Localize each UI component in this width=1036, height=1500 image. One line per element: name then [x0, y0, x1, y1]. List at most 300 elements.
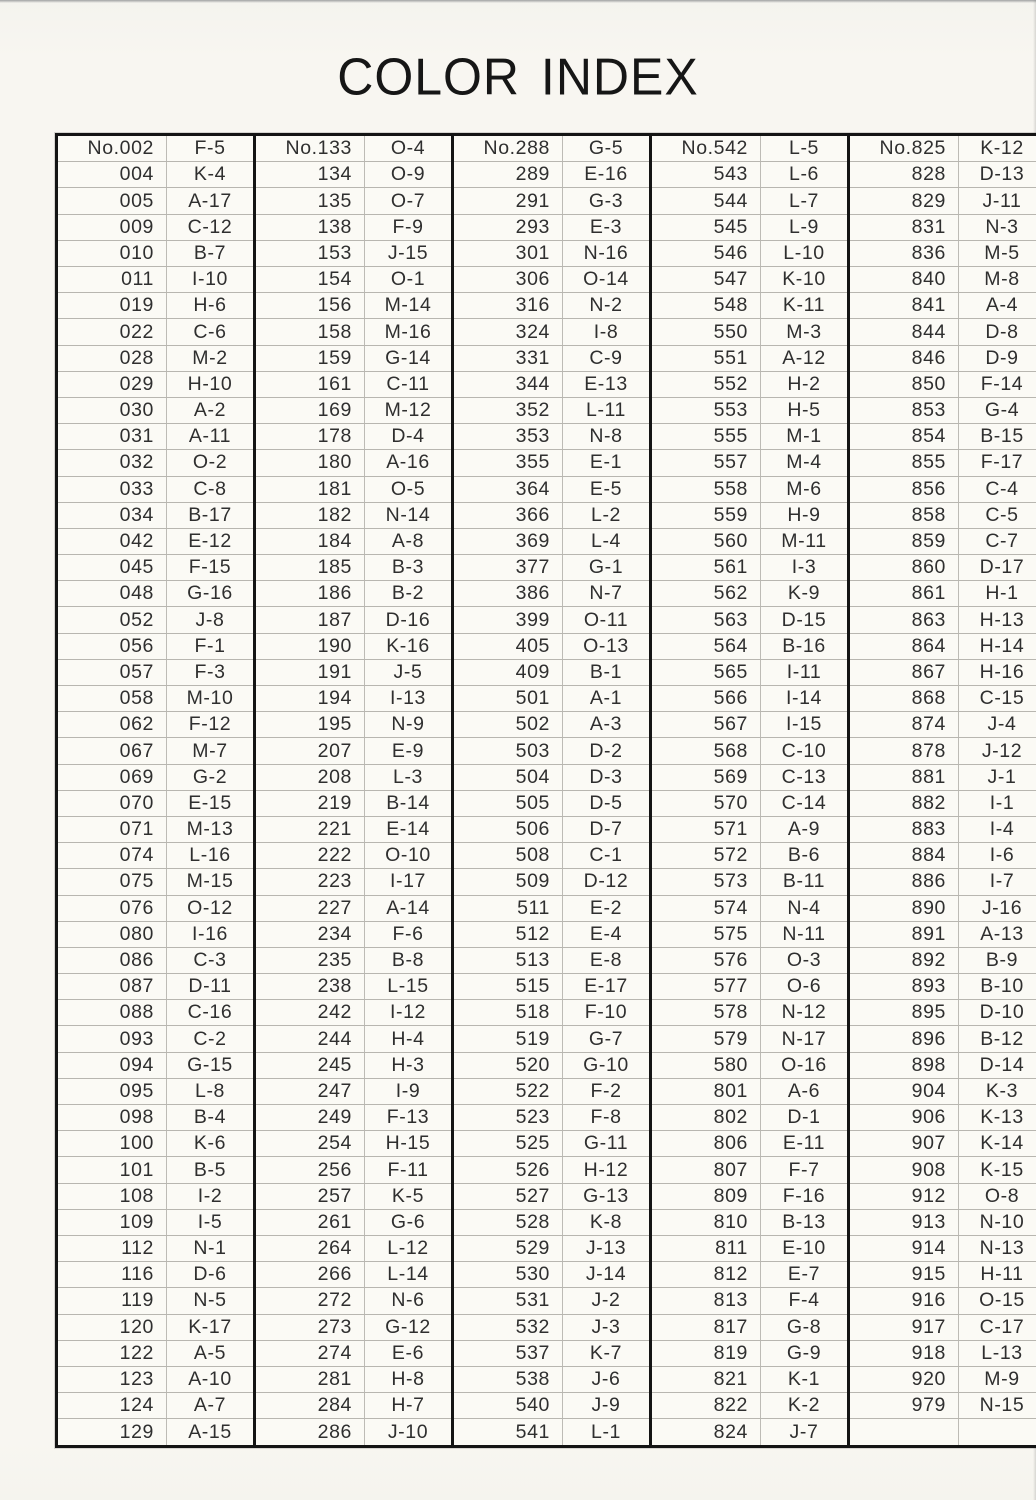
- grid-code-cell: D-15: [761, 607, 849, 633]
- grid-code-cell: A-10: [167, 1366, 255, 1392]
- grid-code-cell: O-6: [761, 974, 849, 1000]
- grid-code-cell: H-10: [167, 371, 255, 397]
- color-number-cell: 135: [255, 188, 365, 214]
- color-number-cell: 195: [255, 712, 365, 738]
- grid-code-cell: K-1: [761, 1366, 849, 1392]
- grid-code-cell: G-1: [563, 555, 651, 581]
- color-number-cell: 526: [453, 1157, 563, 1183]
- grid-code-cell: L-6: [761, 162, 849, 188]
- grid-code-cell: C-10: [761, 738, 849, 764]
- grid-code-cell: E-6: [365, 1340, 453, 1366]
- color-number-cell: 573: [651, 869, 761, 895]
- grid-code-cell: F-13: [365, 1105, 453, 1131]
- color-number-cell: 807: [651, 1157, 761, 1183]
- color-number-cell: 076: [57, 895, 167, 921]
- color-number-cell: 513: [453, 947, 563, 973]
- color-number-cell: 191: [255, 659, 365, 685]
- grid-code-cell: J-14: [563, 1262, 651, 1288]
- grid-code-cell: D-3: [563, 764, 651, 790]
- table-row: [57, 1131, 1036, 1157]
- grid-code-cell: E-14: [365, 816, 453, 842]
- grid-code-cell: L-14: [365, 1262, 453, 1288]
- color-number-cell: 831: [849, 214, 959, 240]
- color-number-cell: 579: [651, 1026, 761, 1052]
- color-number-cell: 557: [651, 450, 761, 476]
- grid-code-cell: H-14: [959, 633, 1036, 659]
- grid-code-cell: G-13: [563, 1183, 651, 1209]
- color-number-cell: 543: [651, 162, 761, 188]
- grid-code-cell: I-4: [959, 816, 1036, 842]
- color-number-cell: 569: [651, 764, 761, 790]
- color-number-cell: 057: [57, 659, 167, 685]
- color-number-cell: 169: [255, 397, 365, 423]
- color-number-cell: 058: [57, 686, 167, 712]
- grid-code-cell: O-4: [365, 135, 453, 162]
- color-number-cell: 316: [453, 293, 563, 319]
- table-row: [57, 1314, 1036, 1340]
- color-number-cell: 194: [255, 686, 365, 712]
- grid-code-cell: M-12: [365, 397, 453, 423]
- grid-code-cell: N-3: [959, 214, 1036, 240]
- color-number-cell: 829: [849, 188, 959, 214]
- color-number-cell: 836: [849, 240, 959, 266]
- color-number-cell: 031: [57, 424, 167, 450]
- grid-code-cell: H-9: [761, 502, 849, 528]
- grid-code-cell: M-16: [365, 319, 453, 345]
- grid-code-cell: F-16: [761, 1183, 849, 1209]
- color-number-cell: 052: [57, 607, 167, 633]
- grid-code-cell: K-16: [365, 633, 453, 659]
- table-row: [57, 188, 1036, 214]
- color-number-cell: 867: [849, 659, 959, 685]
- color-number-cell: 009: [57, 214, 167, 240]
- color-number-cell: 813: [651, 1288, 761, 1314]
- table-row: [57, 1366, 1036, 1392]
- grid-code-cell: E-11: [761, 1131, 849, 1157]
- grid-code-cell: H-4: [365, 1026, 453, 1052]
- color-number-cell: 896: [849, 1026, 959, 1052]
- color-number-cell: 293: [453, 214, 563, 240]
- table-row: [57, 214, 1036, 240]
- color-number-cell: 824: [651, 1419, 761, 1447]
- table-row: [57, 267, 1036, 293]
- color-number-cell: 809: [651, 1183, 761, 1209]
- grid-code-cell: E-2: [563, 895, 651, 921]
- grid-code-cell: A-1: [563, 686, 651, 712]
- grid-code-cell: B-2: [365, 581, 453, 607]
- grid-code-cell: H-2: [761, 371, 849, 397]
- color-number-cell: 129: [57, 1419, 167, 1447]
- color-number-cell: 881: [849, 764, 959, 790]
- color-number-cell: 572: [651, 843, 761, 869]
- grid-code-cell: I-5: [167, 1209, 255, 1235]
- grid-code-cell: A-9: [761, 816, 849, 842]
- grid-code-cell: E-1: [563, 450, 651, 476]
- grid-code-cell: J-11: [959, 188, 1036, 214]
- grid-code-cell: N-9: [365, 712, 453, 738]
- table-row: [57, 659, 1036, 685]
- grid-code-cell: M-1: [761, 424, 849, 450]
- table-row: [57, 712, 1036, 738]
- grid-code-cell: K-8: [563, 1209, 651, 1235]
- color-number-cell: 138: [255, 214, 365, 240]
- grid-code-cell: G-9: [761, 1340, 849, 1366]
- table-row: [57, 869, 1036, 895]
- grid-code-cell: F-15: [167, 555, 255, 581]
- color-number-cell: 245: [255, 1052, 365, 1078]
- grid-code-cell: [959, 1419, 1036, 1447]
- grid-code-cell: O-12: [167, 895, 255, 921]
- color-number-cell: 074: [57, 843, 167, 869]
- color-number-cell: 853: [849, 397, 959, 423]
- color-number-cell: 208: [255, 764, 365, 790]
- grid-code-cell: C-7: [959, 528, 1036, 554]
- color-number-cell: 182: [255, 502, 365, 528]
- grid-code-cell: M-5: [959, 240, 1036, 266]
- color-number-cell: 810: [651, 1209, 761, 1235]
- grid-code-cell: K-12: [959, 135, 1036, 162]
- grid-code-cell: J-4: [959, 712, 1036, 738]
- grid-code-cell: H-7: [365, 1393, 453, 1419]
- color-number-cell: 067: [57, 738, 167, 764]
- grid-code-cell: L-5: [761, 135, 849, 162]
- table-row: [57, 686, 1036, 712]
- grid-code-cell: D-12: [563, 869, 651, 895]
- color-number-cell: 892: [849, 947, 959, 973]
- grid-code-cell: C-4: [959, 476, 1036, 502]
- color-number-cell: 505: [453, 790, 563, 816]
- color-number-cell: 247: [255, 1078, 365, 1104]
- color-number-cell: 846: [849, 345, 959, 371]
- color-number-cell: 914: [849, 1235, 959, 1261]
- grid-code-cell: N-1: [167, 1235, 255, 1261]
- grid-code-cell: N-8: [563, 424, 651, 450]
- grid-code-cell: H-13: [959, 607, 1036, 633]
- grid-code-cell: B-17: [167, 502, 255, 528]
- color-number-cell: 527: [453, 1183, 563, 1209]
- grid-code-cell: A-6: [761, 1078, 849, 1104]
- grid-code-cell: D-5: [563, 790, 651, 816]
- color-number-cell: 828: [849, 162, 959, 188]
- table-row: [57, 293, 1036, 319]
- color-number-cell: No.288: [453, 135, 563, 162]
- grid-code-cell: K-13: [959, 1105, 1036, 1131]
- color-number-cell: 207: [255, 738, 365, 764]
- color-number-cell: 086: [57, 947, 167, 973]
- color-number-cell: 062: [57, 712, 167, 738]
- grid-code-cell: N-4: [761, 895, 849, 921]
- grid-code-cell: N-13: [959, 1235, 1036, 1261]
- grid-code-cell: F-12: [167, 712, 255, 738]
- grid-code-cell: H-12: [563, 1157, 651, 1183]
- color-index-table: [55, 133, 1036, 1448]
- table-row: [57, 974, 1036, 1000]
- grid-code-cell: H-11: [959, 1262, 1036, 1288]
- color-number-cell: 306: [453, 267, 563, 293]
- color-number-cell: 558: [651, 476, 761, 502]
- color-number-cell: 235: [255, 947, 365, 973]
- grid-code-cell: O-14: [563, 267, 651, 293]
- grid-code-cell: J-2: [563, 1288, 651, 1314]
- color-number-cell: No.825: [849, 135, 959, 162]
- grid-code-cell: C-13: [761, 764, 849, 790]
- grid-code-cell: M-3: [761, 319, 849, 345]
- grid-code-cell: N-7: [563, 581, 651, 607]
- color-number-cell: 101: [57, 1157, 167, 1183]
- color-number-cell: 555: [651, 424, 761, 450]
- color-number-cell: 895: [849, 1000, 959, 1026]
- color-number-cell: 518: [453, 1000, 563, 1026]
- color-number-cell: 563: [651, 607, 761, 633]
- grid-code-cell: F-8: [563, 1105, 651, 1131]
- table-row: [57, 764, 1036, 790]
- color-number-cell: 860: [849, 555, 959, 581]
- grid-code-cell: I-6: [959, 843, 1036, 869]
- table-row: [57, 1288, 1036, 1314]
- color-number-cell: 244: [255, 1026, 365, 1052]
- color-number-cell: 806: [651, 1131, 761, 1157]
- grid-code-cell: K-17: [167, 1314, 255, 1340]
- grid-code-cell: A-4: [959, 293, 1036, 319]
- color-number-cell: 254: [255, 1131, 365, 1157]
- table-row: [57, 1262, 1036, 1288]
- grid-code-cell: L-4: [563, 528, 651, 554]
- color-number-cell: 512: [453, 921, 563, 947]
- color-number-cell: 548: [651, 293, 761, 319]
- color-number-cell: 501: [453, 686, 563, 712]
- color-number-cell: 575: [651, 921, 761, 947]
- color-number-cell: 506: [453, 816, 563, 842]
- grid-code-cell: K-6: [167, 1131, 255, 1157]
- grid-code-cell: A-7: [167, 1393, 255, 1419]
- color-number-cell: 878: [849, 738, 959, 764]
- color-number-cell: 033: [57, 476, 167, 502]
- grid-code-cell: O-9: [365, 162, 453, 188]
- color-number-cell: 331: [453, 345, 563, 371]
- color-number-cell: 552: [651, 371, 761, 397]
- color-number-cell: 540: [453, 1393, 563, 1419]
- color-number-cell: 906: [849, 1105, 959, 1131]
- color-number-cell: 187: [255, 607, 365, 633]
- grid-code-cell: D-4: [365, 424, 453, 450]
- color-number-cell: 377: [453, 555, 563, 581]
- color-number-cell: 890: [849, 895, 959, 921]
- color-number-cell: 134: [255, 162, 365, 188]
- grid-code-cell: D-16: [365, 607, 453, 633]
- grid-code-cell: M-15: [167, 869, 255, 895]
- grid-code-cell: O-13: [563, 633, 651, 659]
- grid-code-cell: I-15: [761, 712, 849, 738]
- grid-code-cell: B-9: [959, 947, 1036, 973]
- grid-code-cell: I-16: [167, 921, 255, 947]
- grid-code-cell: N-12: [761, 1000, 849, 1026]
- grid-code-cell: L-2: [563, 502, 651, 528]
- color-number-cell: 504: [453, 764, 563, 790]
- grid-code-cell: H-15: [365, 1131, 453, 1157]
- color-number-cell: 811: [651, 1235, 761, 1261]
- grid-code-cell: G-2: [167, 764, 255, 790]
- color-number-cell: 219: [255, 790, 365, 816]
- grid-code-cell: E-7: [761, 1262, 849, 1288]
- color-number-cell: 264: [255, 1235, 365, 1261]
- color-number-cell: 916: [849, 1288, 959, 1314]
- grid-code-cell: F-1: [167, 633, 255, 659]
- grid-code-cell: M-4: [761, 450, 849, 476]
- color-number-cell: 841: [849, 293, 959, 319]
- grid-code-cell: C-5: [959, 502, 1036, 528]
- color-number-cell: 574: [651, 895, 761, 921]
- color-number-cell: 812: [651, 1262, 761, 1288]
- grid-code-cell: K-10: [761, 267, 849, 293]
- color-number-cell: 519: [453, 1026, 563, 1052]
- color-number-cell: 509: [453, 869, 563, 895]
- grid-code-cell: I-17: [365, 869, 453, 895]
- grid-code-cell: B-8: [365, 947, 453, 973]
- color-number-cell: 850: [849, 371, 959, 397]
- grid-code-cell: M-8: [959, 267, 1036, 293]
- grid-code-cell: D-6: [167, 1262, 255, 1288]
- color-number-cell: 124: [57, 1393, 167, 1419]
- grid-code-cell: H-5: [761, 397, 849, 423]
- color-number-cell: 864: [849, 633, 959, 659]
- color-number-cell: 234: [255, 921, 365, 947]
- color-number-cell: 868: [849, 686, 959, 712]
- color-number-cell: 069: [57, 764, 167, 790]
- grid-code-cell: F-2: [563, 1078, 651, 1104]
- color-number-cell: 566: [651, 686, 761, 712]
- color-number-cell: 578: [651, 1000, 761, 1026]
- grid-code-cell: B-15: [959, 424, 1036, 450]
- grid-code-cell: N-10: [959, 1209, 1036, 1235]
- color-number-cell: 156: [255, 293, 365, 319]
- grid-code-cell: M-2: [167, 345, 255, 371]
- grid-code-cell: B-5: [167, 1157, 255, 1183]
- grid-code-cell: A-13: [959, 921, 1036, 947]
- color-number-cell: 190: [255, 633, 365, 659]
- grid-code-cell: K-11: [761, 293, 849, 319]
- grid-code-cell: F-11: [365, 1157, 453, 1183]
- grid-code-cell: A-16: [365, 450, 453, 476]
- grid-code-cell: D-11: [167, 974, 255, 1000]
- color-number-cell: 545: [651, 214, 761, 240]
- grid-code-cell: N-6: [365, 1288, 453, 1314]
- scan-edge-top: [0, 0, 1036, 3]
- color-number-cell: 324: [453, 319, 563, 345]
- table-row: [57, 921, 1036, 947]
- color-number-cell: 257: [255, 1183, 365, 1209]
- table-row: [57, 1393, 1036, 1419]
- table-row: [57, 502, 1036, 528]
- grid-code-cell: E-5: [563, 476, 651, 502]
- grid-code-cell: M-7: [167, 738, 255, 764]
- table-row: [57, 1157, 1036, 1183]
- color-number-cell: 913: [849, 1209, 959, 1235]
- grid-code-cell: O-1: [365, 267, 453, 293]
- grid-code-cell: J-6: [563, 1366, 651, 1392]
- color-number-cell: 538: [453, 1366, 563, 1392]
- color-number-cell: 080: [57, 921, 167, 947]
- color-number-cell: 570: [651, 790, 761, 816]
- color-number-cell: 562: [651, 581, 761, 607]
- grid-code-cell: G-3: [563, 188, 651, 214]
- grid-code-cell: K-5: [365, 1183, 453, 1209]
- grid-code-cell: E-15: [167, 790, 255, 816]
- grid-code-cell: G-5: [563, 135, 651, 162]
- color-number-cell: 840: [849, 267, 959, 293]
- table-row: [57, 895, 1036, 921]
- color-number-cell: 261: [255, 1209, 365, 1235]
- color-number-cell: 802: [651, 1105, 761, 1131]
- color-number-cell: 159: [255, 345, 365, 371]
- grid-code-cell: C-6: [167, 319, 255, 345]
- color-number-cell: 801: [651, 1078, 761, 1104]
- table-row: [57, 1052, 1036, 1078]
- grid-code-cell: L-13: [959, 1340, 1036, 1366]
- grid-code-cell: B-7: [167, 240, 255, 266]
- grid-code-cell: A-3: [563, 712, 651, 738]
- table-row: [57, 1183, 1036, 1209]
- grid-code-cell: I-1: [959, 790, 1036, 816]
- grid-code-cell: O-16: [761, 1052, 849, 1078]
- color-number-cell: 559: [651, 502, 761, 528]
- color-number-cell: 004: [57, 162, 167, 188]
- color-number-cell: 576: [651, 947, 761, 973]
- color-number-cell: 011: [57, 267, 167, 293]
- color-number-cell: 242: [255, 1000, 365, 1026]
- color-number-cell: 560: [651, 528, 761, 554]
- grid-code-cell: I-8: [563, 319, 651, 345]
- table-row: [57, 345, 1036, 371]
- color-number-cell: 863: [849, 607, 959, 633]
- grid-code-cell: D-10: [959, 1000, 1036, 1026]
- color-number-cell: 056: [57, 633, 167, 659]
- color-number-cell: 547: [651, 267, 761, 293]
- grid-code-cell: I-2: [167, 1183, 255, 1209]
- color-number-cell: 546: [651, 240, 761, 266]
- color-number-cell: 565: [651, 659, 761, 685]
- color-number-cell: 568: [651, 738, 761, 764]
- color-number-cell: 274: [255, 1340, 365, 1366]
- grid-code-cell: C-16: [167, 1000, 255, 1026]
- color-number-cell: 181: [255, 476, 365, 502]
- grid-code-cell: B-11: [761, 869, 849, 895]
- grid-code-cell: O-2: [167, 450, 255, 476]
- table-row: [57, 1209, 1036, 1235]
- table-row: [57, 1419, 1036, 1447]
- color-number-cell: 564: [651, 633, 761, 659]
- grid-code-cell: L-8: [167, 1078, 255, 1104]
- grid-code-cell: H-6: [167, 293, 255, 319]
- color-number-cell: 822: [651, 1393, 761, 1419]
- color-number-cell: 915: [849, 1262, 959, 1288]
- grid-code-cell: C-9: [563, 345, 651, 371]
- color-number-cell: 029: [57, 371, 167, 397]
- grid-code-cell: J-10: [365, 1419, 453, 1447]
- color-number-cell: 005: [57, 188, 167, 214]
- color-number-cell: 289: [453, 162, 563, 188]
- color-number-cell: 522: [453, 1078, 563, 1104]
- grid-code-cell: F-9: [365, 214, 453, 240]
- grid-code-cell: C-12: [167, 214, 255, 240]
- table-row: [57, 947, 1036, 973]
- grid-code-cell: E-16: [563, 162, 651, 188]
- color-number-cell: 532: [453, 1314, 563, 1340]
- grid-code-cell: J-1: [959, 764, 1036, 790]
- table-row: [57, 843, 1036, 869]
- color-number-cell: 352: [453, 397, 563, 423]
- color-number-cell: 161: [255, 371, 365, 397]
- grid-code-cell: D-1: [761, 1105, 849, 1131]
